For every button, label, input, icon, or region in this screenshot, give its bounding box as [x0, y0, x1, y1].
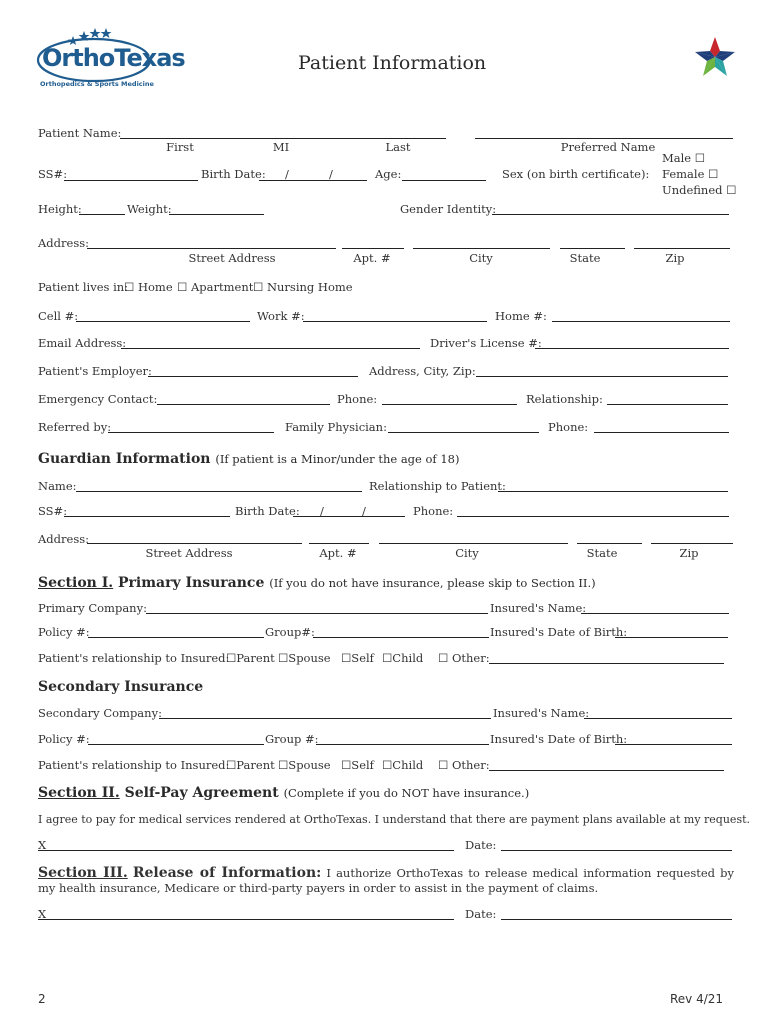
- guardian-zip-caption: Zip: [679, 546, 699, 560]
- relationship-line[interactable]: [607, 404, 728, 405]
- self-pay-sign-mark: X: [38, 838, 47, 852]
- guardian-birth-label: Birth Date:: [235, 504, 300, 518]
- state-line[interactable]: [560, 248, 625, 249]
- release-paragraph: [38, 866, 734, 896]
- orthotexas-logo: [36, 26, 185, 92]
- height-label: Height:: [38, 202, 82, 216]
- logo-tagline: Orthopedics & Sports Medicine: [40, 80, 154, 88]
- primary-policy-label: Policy #:: [38, 625, 90, 639]
- secondary-opt-child[interactable]: ☐Child: [382, 758, 424, 772]
- primary-insured-name-label: Insured's Name:: [490, 601, 587, 615]
- guardian-apt-caption: Apt. #: [319, 546, 357, 560]
- guardian-address-label: Address:: [38, 532, 90, 546]
- weight-line[interactable]: [169, 214, 264, 215]
- primary-group-label: Group#:: [265, 625, 315, 639]
- self-pay-note: (Complete if you do NOT have insurance.): [283, 786, 530, 800]
- referred-by-line[interactable]: [108, 432, 274, 433]
- guardian-state-line[interactable]: [577, 543, 642, 544]
- primary-other-line[interactable]: [489, 663, 724, 664]
- primary-insurance-note: (If you do not have insurance, please skip to Section II.): [269, 576, 596, 590]
- self-pay-title: Self-Pay Agreement: [124, 785, 279, 801]
- physician-phone-label: Phone:: [548, 420, 589, 434]
- height-line[interactable]: [79, 214, 125, 215]
- guardian-birth-slash-1: /: [320, 504, 324, 518]
- primary-insurance-heading: [38, 576, 596, 590]
- guardian-relationship-line[interactable]: [498, 491, 728, 492]
- secondary-opt-parent[interactable]: ☐Parent: [226, 758, 275, 772]
- secondary-insured-birth-label: Insured's Date of Birth:: [490, 732, 628, 746]
- zip-line[interactable]: [634, 248, 730, 249]
- emergency-phone-line[interactable]: [382, 404, 517, 405]
- logo-wordmark: OrthoTexas: [42, 44, 185, 72]
- street-line[interactable]: [87, 248, 336, 249]
- guardian-heading: [38, 452, 459, 466]
- cell-label: Cell #:: [38, 309, 79, 323]
- relationship-label: Relationship:: [526, 392, 603, 406]
- zip-caption: Zip: [665, 251, 685, 265]
- secondary-other-line[interactable]: [489, 770, 724, 771]
- weight-label: Weight:: [127, 202, 172, 216]
- guardian-heading-note: (If patient is a Minor/under the age of 18): [215, 452, 460, 466]
- state-caption: State: [569, 251, 601, 265]
- self-pay-signature-line[interactable]: [38, 850, 454, 851]
- release-signature-line[interactable]: [38, 919, 454, 920]
- secondary-opt-self[interactable]: ☐Self: [341, 758, 374, 772]
- primary-opt-self[interactable]: ☐Self: [341, 651, 374, 665]
- star-icon: [694, 36, 736, 82]
- email-line[interactable]: [121, 348, 420, 349]
- secondary-group-label: Group #:: [265, 732, 319, 746]
- primary-company-line[interactable]: [146, 613, 488, 614]
- age-line[interactable]: [402, 180, 486, 181]
- lives-nursing-option[interactable]: ☐ Nursing Home: [253, 280, 353, 294]
- page-number: 2: [38, 992, 46, 1006]
- secondary-insured-birth-line[interactable]: [615, 744, 732, 745]
- secondary-insurance-heading: Secondary Insurance: [38, 679, 204, 695]
- birth-date-label: Birth Date:: [201, 167, 266, 181]
- apt-line[interactable]: [342, 248, 404, 249]
- guardian-ss-label: SS#:: [38, 504, 68, 518]
- sex-male-option[interactable]: Male ☐: [662, 151, 706, 165]
- guardian-city-caption: City: [455, 546, 479, 560]
- work-line[interactable]: [303, 321, 487, 322]
- guardian-zip-line[interactable]: [651, 543, 733, 544]
- guardian-street-caption: Street Address: [145, 546, 233, 560]
- guardian-apt-line[interactable]: [309, 543, 369, 544]
- primary-company-label: Primary Company:: [38, 601, 147, 615]
- employer-address-line[interactable]: [476, 376, 728, 377]
- home-phone-line[interactable]: [552, 321, 730, 322]
- sex-female-option[interactable]: Female ☐: [662, 167, 719, 181]
- guardian-name-label: Name:: [38, 479, 77, 493]
- home-phone-label: Home #:: [495, 309, 547, 323]
- section-1-label: Section I.: [38, 575, 114, 591]
- page-title: Patient Information: [298, 52, 487, 74]
- primary-opt-child[interactable]: ☐Child: [382, 651, 424, 665]
- city-line[interactable]: [413, 248, 550, 249]
- guardian-phone-label: Phone:: [413, 504, 454, 518]
- age-label: Age:: [375, 167, 402, 181]
- guardian-street-line[interactable]: [87, 543, 302, 544]
- primary-opt-other[interactable]: ☐ Other:: [438, 651, 490, 665]
- revision-label: Rev 4/21: [670, 992, 724, 1006]
- primary-insured-birth-line[interactable]: [615, 637, 728, 638]
- referred-by-label: Referred by:: [38, 420, 112, 434]
- emergency-contact-label: Emergency Contact:: [38, 392, 158, 406]
- secondary-insured-name-line[interactable]: [584, 718, 732, 719]
- self-pay-date-label: Date:: [465, 838, 497, 852]
- primary-opt-spouse[interactable]: ☐Spouse: [278, 651, 331, 665]
- secondary-insured-name-label: Insured's Name:: [493, 706, 590, 720]
- lives-in-label: Patient lives in:: [38, 280, 129, 294]
- guardian-name-line[interactable]: [76, 491, 362, 492]
- birth-date-slash-1: /: [285, 167, 289, 181]
- secondary-policy-label: Policy #:: [38, 732, 90, 746]
- primary-insurance-title: Primary Insurance: [118, 575, 265, 591]
- first-caption: First: [166, 140, 194, 154]
- work-label: Work #:: [257, 309, 305, 323]
- primary-insured-birth-label: Insured's Date of Birth:: [490, 625, 628, 639]
- sex-undefined-option[interactable]: Undefined ☐: [662, 183, 737, 197]
- primary-policy-line[interactable]: [88, 637, 264, 638]
- secondary-group-line[interactable]: [316, 744, 489, 745]
- birth-date-slash-2: /: [329, 167, 333, 181]
- guardian-birth-line[interactable]: [293, 516, 405, 517]
- self-pay-heading: [38, 786, 529, 800]
- apt-caption: Apt. #: [353, 251, 391, 265]
- section-2-label: Section II.: [38, 785, 120, 801]
- ss-line[interactable]: [64, 180, 198, 181]
- release-text: I authorize OrthoTexas to release medical information requested by my health insurance, Medicare or third-party payers in order to assist in the payment of claims.: [38, 866, 735, 895]
- birth-date-line[interactable]: [259, 180, 367, 181]
- email-label: Email Address:: [38, 336, 127, 350]
- release-sign-mark: X: [38, 907, 47, 921]
- employer-line[interactable]: [148, 376, 358, 377]
- patient-name-line[interactable]: [120, 138, 446, 139]
- self-pay-text: I agree to pay for medical services rendered at OrthoTexas. I understand that there are payment plans available at my request.: [38, 813, 751, 826]
- secondary-opt-spouse[interactable]: ☐Spouse: [278, 758, 331, 772]
- guardian-state-caption: State: [586, 546, 618, 560]
- primary-opt-parent[interactable]: ☐Parent: [226, 651, 275, 665]
- primary-insured-name-line[interactable]: [581, 613, 729, 614]
- guardian-phone-line[interactable]: [457, 516, 729, 517]
- primary-relationship-label: Patient's relationship to Insured:: [38, 651, 230, 665]
- primary-group-line[interactable]: [313, 637, 489, 638]
- guardian-ss-line[interactable]: [64, 516, 230, 517]
- guardian-birth-slash-2: /: [362, 504, 366, 518]
- city-caption: City: [469, 251, 493, 265]
- employer-label: Patient's Employer:: [38, 364, 152, 378]
- family-physician-label: Family Physician:: [285, 420, 387, 434]
- sex-label: Sex (on birth certificate):: [502, 167, 650, 181]
- guardian-heading-title: Guardian Information: [38, 451, 211, 467]
- gender-identity-line[interactable]: [492, 214, 729, 215]
- secondary-opt-other[interactable]: ☐ Other:: [438, 758, 490, 772]
- section-3-label: Section III.: [38, 865, 128, 881]
- employer-address-label: Address, City, Zip:: [369, 364, 476, 378]
- address-label: Address:: [38, 236, 90, 250]
- physician-phone-line[interactable]: [594, 432, 729, 433]
- gender-identity-label: Gender Identity:: [400, 202, 497, 216]
- emergency-phone-label: Phone:: [337, 392, 378, 406]
- cell-line[interactable]: [76, 321, 250, 322]
- license-line[interactable]: [535, 348, 729, 349]
- self-pay-date-line[interactable]: [501, 850, 732, 851]
- preferred-caption: Preferred Name: [560, 140, 656, 154]
- secondary-company-label: Secondary Company:: [38, 706, 162, 720]
- release-title: Release of Information:: [132, 865, 322, 881]
- mi-caption: MI: [272, 140, 290, 154]
- release-date-line[interactable]: [501, 919, 732, 920]
- preferred-name-line[interactable]: [475, 138, 733, 139]
- release-date-label: Date:: [465, 907, 497, 921]
- lives-apartment-option[interactable]: ☐ Apartment: [177, 280, 254, 294]
- family-physician-line[interactable]: [388, 432, 539, 433]
- emergency-contact-line[interactable]: [157, 404, 330, 405]
- license-label: Driver's License #:: [430, 336, 542, 350]
- lives-home-option[interactable]: ☐ Home: [124, 280, 173, 294]
- patient-name-label: Patient Name:: [38, 126, 122, 140]
- street-caption: Street Address: [188, 251, 276, 265]
- secondary-policy-line[interactable]: [88, 744, 264, 745]
- secondary-relationship-label: Patient's relationship to Insured:: [38, 758, 230, 772]
- last-caption: Last: [385, 140, 411, 154]
- guardian-relationship-label: Relationship to Patient:: [369, 479, 506, 493]
- secondary-company-line[interactable]: [159, 718, 491, 719]
- guardian-city-line[interactable]: [379, 543, 568, 544]
- ss-label: SS#:: [38, 167, 68, 181]
